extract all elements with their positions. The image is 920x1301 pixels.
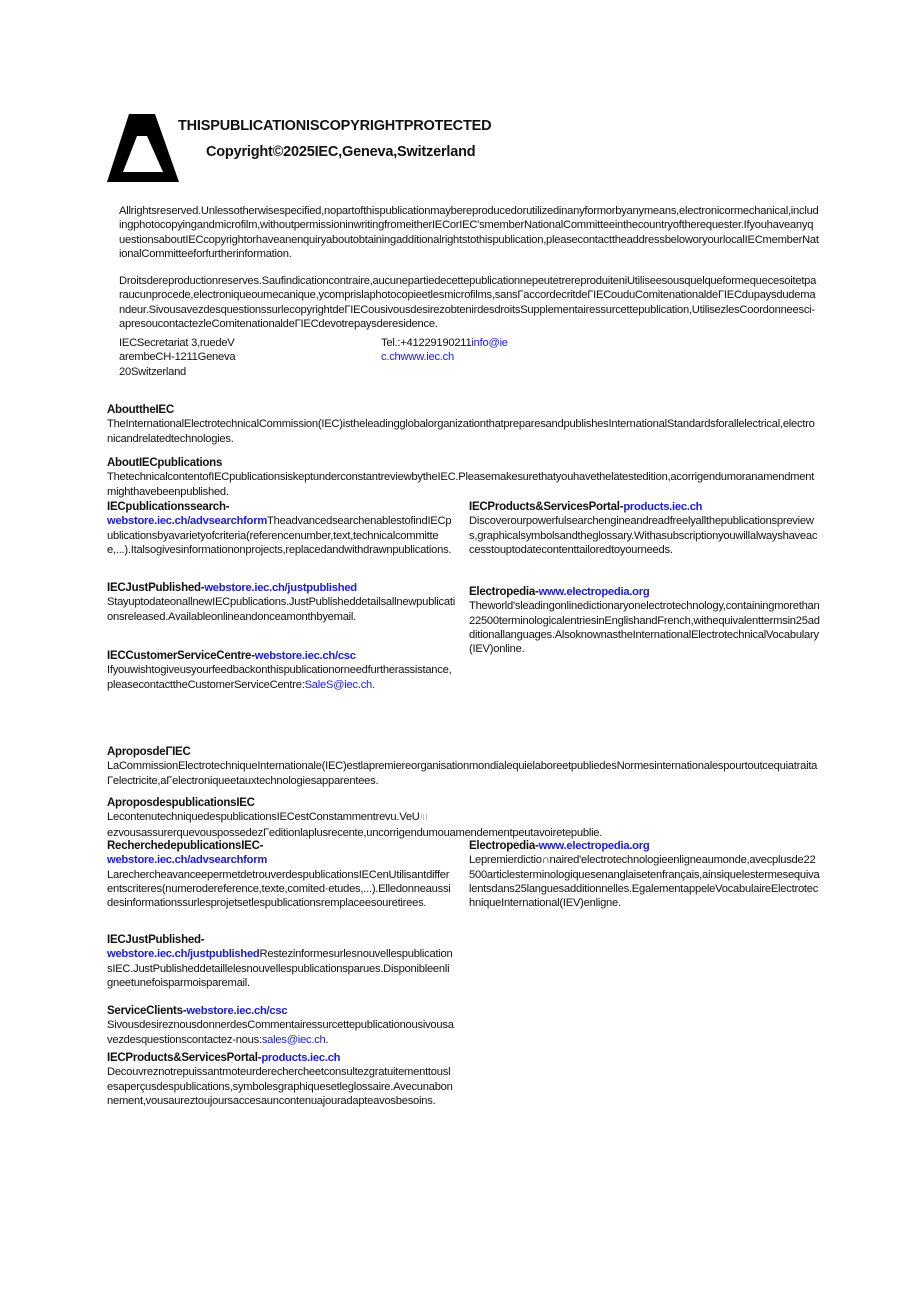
website-link[interactable]: www.iec.ch (400, 351, 454, 364)
apropos-publications-body-1: LecontenutechniquedespublicationsIECestConstammentrevu.VeU (107, 811, 420, 824)
apropos-publications-body-2: ezvousassurerquevouspossedezΓeditionlaplusrecente,uncorrigendumouamendementpeutavoiretepublie. (107, 826, 603, 839)
fr-service-clients-heading: ServiceClients- (107, 1005, 187, 1017)
fr-search-heading: RecherchedepublicationsIEC- (107, 840, 264, 852)
en-just-published-body: StayuptodateonallnewIECpublications.JustPublisheddetailsallnewpublicationsreleased.Availableonlineandonceamonthbyemail. (107, 596, 455, 623)
copyright-title: THISPUBLICATIONISCOPYRIGHTPROTECTED (178, 118, 492, 134)
fr-electropedia-body: Lepremierdictio∩naired'electrotechnologieenligneaumonde,avecplusde22500articlesterminologiquesenanglaisetenfrançais,ainsiquelestermesequivalentsdans25languesadditionnelles.EgalementappeleVocabulaireElectrotechniqueInternational(IEV)enligne. (469, 854, 820, 910)
en-customer-service-body: Ifyouwishtogiveusyourfeedbackonthispublicationorneedfurtherassistance,pleasecontacttheCustomerServiceCentre: (107, 664, 452, 691)
fr-search-section (107, 839, 455, 910)
fr-service-clients-section (107, 1004, 455, 1047)
apropos-iec-heading: AproposdeΓIEC (107, 746, 191, 758)
en-search-link[interactable]: webstore.iec.ch/advsearchform (107, 515, 268, 528)
fr-just-published-body: RestezinformesurlesnouvellespublicationsIEC.JustPublisheddetaillelesnouvellespublicationsparues.Disponibleenligneetunefoisparmoisparemail. (107, 948, 453, 989)
fr-products-portal-heading: IECProducts&ServicesPortal- (107, 1052, 262, 1064)
fr-just-published-section (107, 933, 455, 990)
email-link[interactable]: info@iec.ch (381, 337, 508, 364)
about-publications-body: ThetechnicalcontentofIECpublicationsiskeptunderconstantreviewbytheIEC.Pleasemakesurethatyouhavethelatestedition,acorrigendumoranamendmentmighthavebeenpublished. (107, 471, 815, 498)
fr-sales-email-link[interactable]: sales@iec.ch. (261, 1033, 329, 1046)
en-sales-email-link[interactable]: SaleS@iec.ch. (304, 678, 375, 691)
en-just-published-heading: IECJustPublished- (107, 582, 205, 594)
en-search-body: TheadvancedsearchenablestofindIECpublicationsbyavarietyofcriteria(referencenumber,text,technicalcommittee,...).Italsogivesinformationonprojects,replacedandwithdrawnpublications. (107, 515, 452, 556)
fr-electropedia-heading: Electropedia- (469, 840, 539, 852)
en-just-published-link[interactable]: webstore.iec.ch/justpublished (204, 582, 357, 594)
fr-service-clients-link[interactable]: webstore.iec.ch/csc (186, 1005, 288, 1017)
en-electropedia-section (469, 585, 821, 656)
en-customer-service-link[interactable]: webstore.iec.ch/csc (254, 650, 356, 662)
about-publications-section (107, 456, 819, 499)
copyright-notice-english: Allrightsreserved.Unlessotherwisespecified,nopartofthispublicationmaybereproducedorutilizedinanyformorbyanymeans,electronicormechanical,includingphotocopyingandmicrofilm,withoutpermissioninwritingfromeitherIECorIEC'smemberNationalCommitteeinthecountryoftherequester.IfyouhaveanyquestionsaboutIECcopyrightorhaveanenquiryaboutobtainingadditionalrightstothispublication,pleasecontacttheaddressbeloworyourlocalIECmemberNationalCommitteeforfurtherinformation. (119, 205, 819, 260)
en-search-heading: IECpublicationssearch- (107, 501, 230, 513)
fr-just-published-heading: IECJustPublished- (107, 934, 205, 946)
en-products-portal-section (469, 500, 821, 557)
fr-service-clients-body: SivousdesireznousdonnerdesCommentairessurcettepublicationousivousavezdesquestionscontactez-nous: (107, 1019, 454, 1046)
copyright-notice-french: Droitsdereproductionreserves.Saufindicationcontraire,aucunepartiedecettepublicationnepeutetrereproduiteniUtiliseesousquelqueformequecesoitetparaucunprocede,electroniqueoumecanique,ycomprislaphotocopieetlesmicrofilms,sansΓaccordecritdeΓIECouduComitenationaldeΓIECdupaysdudemandeur.SivousavezdesquestionssurlecopyrightdeΓIECousivousdesirezobtenirdesdroitsSupplementairessurcettepublication,UtilisezlesCoordonneesci-apresoucontactezleComitenationaldeΓIECdevotrepaysderesidence. (119, 275, 817, 330)
fr-products-portal-link[interactable]: products.iec.ch (261, 1052, 341, 1064)
en-search-section (107, 500, 455, 557)
copyright-line: Copyright©2025IEC,Geneva,Switzerland (206, 144, 476, 160)
fr-search-link[interactable]: webstore.iec.ch/advsearchform (107, 854, 268, 867)
en-electropedia-heading: Electropedia- (469, 586, 539, 598)
apropos-iec-body: LaCommissionElectrotechniqueInternationale(IEC)estlapremiereorganisationmondialequielaboreetpubliedesNormesinternationalespourtoutcequiatraitaΓelectricite,aΓelectroniqueetauxtechnologiesapparentees. (107, 760, 818, 787)
about-iec-heading: AbouttheIEC (107, 404, 174, 416)
about-iec-section (107, 403, 819, 446)
en-electropedia-body: Theworld'sleadingonlinedictionaryonelectrotechnology,containingmorethan22500terminologicalentriesinEnglishandFrench,withequivalenttermsin25additionallanguages.AlsoknownastheInternationalElectrotechnicalVocabulary(IEV)online. (469, 600, 820, 656)
about-iec-body: TheInternationalElectrotechnicalCommission(IEC)istheleadingglobalorganizationthatpreparesandpublishesInternationalStandardsforallelectrical,electronicandrelatedtechnologies. (107, 418, 815, 445)
en-customer-service-heading: IECCustomerServiceCentre- (107, 650, 255, 662)
en-products-portal-link[interactable]: products.iec.ch (623, 501, 703, 513)
stray-glyph: 川 (419, 813, 428, 823)
apropos-iec-section (107, 745, 819, 788)
telephone: Tel.:+41229190211 (381, 337, 472, 349)
en-products-portal-body: Discoverourpowerfulsearchengineandreadfreelyallthepublicationspreviews,graphicalsymbolsandtheglossary.Withasubscriptionyouwillalwayshaveaccesstouptodatecontenttailoredtoyourneeds. (469, 515, 818, 556)
contact-info (381, 336, 511, 365)
triangle-logo-icon (107, 114, 179, 182)
apropos-publications-heading: AproposdespublicationsIEC (107, 797, 255, 809)
fr-just-published-link[interactable]: webstore.iec.ch/justpublished (107, 948, 260, 961)
en-products-portal-heading: IECProducts&ServicesPortal- (469, 501, 624, 513)
fr-electropedia-link[interactable]: www.electropedia.org (538, 840, 650, 852)
en-customer-service-section (107, 649, 455, 692)
apropos-publications-section (107, 796, 819, 840)
fr-search-body: LarechercheavanceepermetdetrouverdespublicationsIECenUtilisantdifferentscriteres(numerodereference,texte,comited·etudes,...).Elledonneaussidesinformationssurlesprojetsetlespublicationsremplaceesouretirees. (107, 868, 451, 910)
about-publications-heading: AboutIECpublications (107, 457, 223, 469)
en-just-published-section (107, 581, 455, 624)
secretariat-address: IECSecretariat 3,ruedeVarembeCH-1211Geneva20Switzerland (119, 337, 236, 378)
fr-products-portal-body: Decouvreznotrepuissantmoteurderechercheetconsultezgratuitementtouslesaperçusdespublications,symbolesgraphiquesetleglossaire.Avecunabonnement,vousaureztoujoursaccesauncontenuajouradapteavosbesoins. (107, 1066, 453, 1107)
fr-electropedia-section (469, 839, 821, 910)
fr-products-portal-section (107, 1051, 455, 1108)
en-electropedia-link[interactable]: www.electropedia.org (538, 586, 650, 598)
